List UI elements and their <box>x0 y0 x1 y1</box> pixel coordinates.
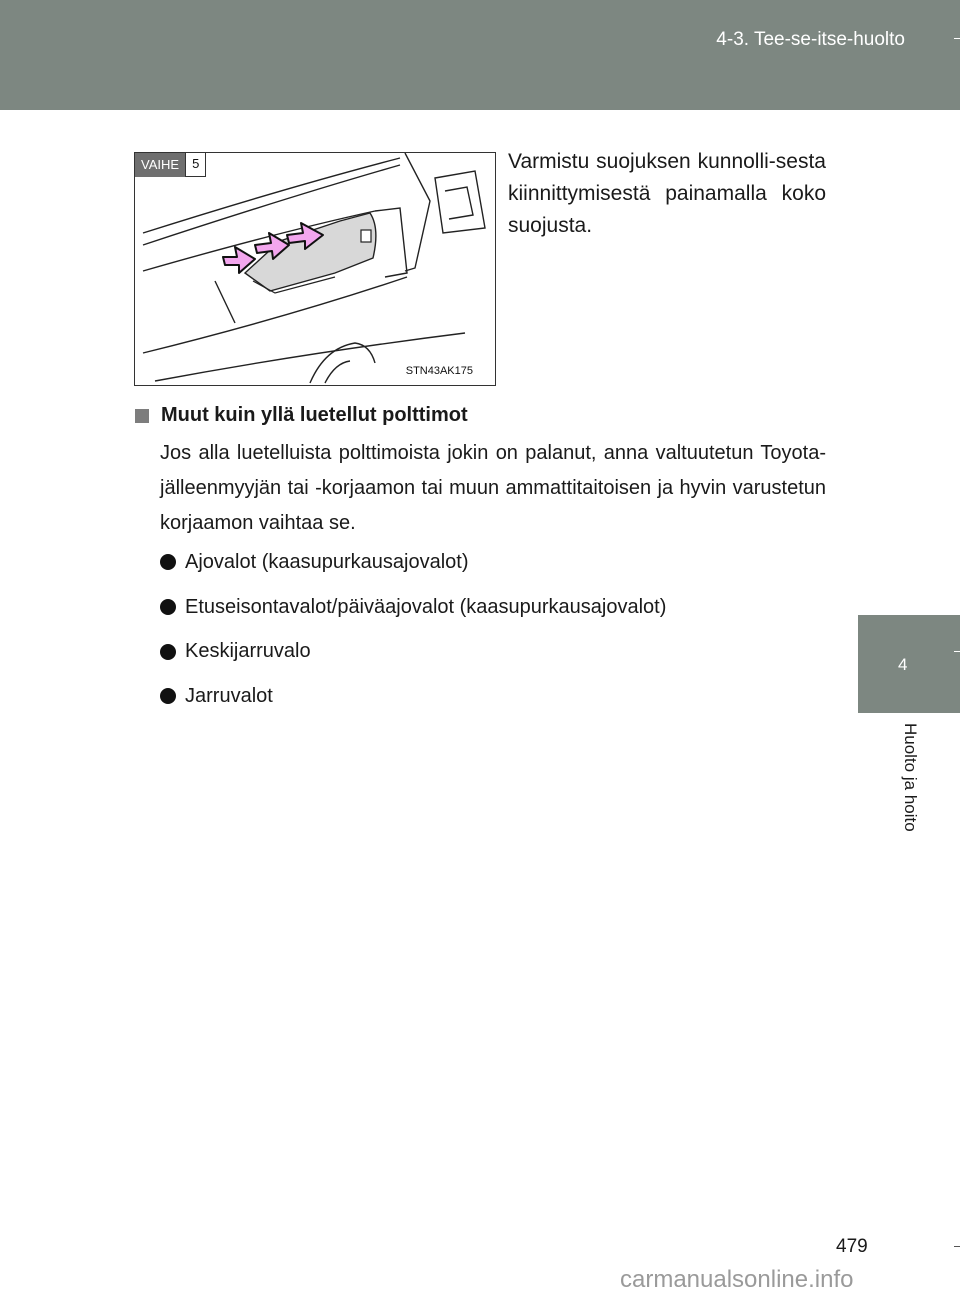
header-bar <box>0 0 960 110</box>
list-item <box>160 540 666 585</box>
step-instruction: Varmistu suojuksen kunnolli-sesta kiinnittymisestä painamalla koko suojusta. <box>508 150 826 237</box>
illustration-figure <box>134 152 496 386</box>
chapter-label: Huolto ja hoito <box>901 723 920 832</box>
section-title: 4-3. Tee-se-itse-huolto <box>716 29 905 50</box>
section-heading <box>135 404 468 427</box>
list-item-text: Etuseisontavalot/päiväajovalot (kaasupurkausajovalot) <box>185 595 667 618</box>
figure-code: STN43AK175 <box>405 365 473 377</box>
header-tick-mark <box>954 38 960 39</box>
square-bullet-icon <box>135 409 149 423</box>
bullet-dot-icon <box>160 554 176 570</box>
list-item-text: Jarruvalot <box>185 684 273 707</box>
cover-illustration <box>135 153 496 386</box>
bullet-dot-icon <box>160 644 176 660</box>
step-number: 5 <box>185 153 206 177</box>
watermark: carmanualsonline.info <box>620 1266 854 1293</box>
list-item <box>160 674 666 719</box>
section-heading-text: Muut kuin yllä luetellut polttimot <box>161 404 468 426</box>
bulb-list <box>160 540 666 719</box>
bullet-dot-icon <box>160 599 176 615</box>
side-tick-mark <box>954 651 960 652</box>
list-item-text: Ajovalot (kaasupurkausajovalot) <box>185 550 469 573</box>
step-badge <box>135 153 206 177</box>
list-item <box>160 585 666 630</box>
step-label: VAIHE <box>135 153 185 177</box>
page-number: 479 <box>836 1236 868 1257</box>
list-item-text: Keskijarruvalo <box>185 640 311 663</box>
list-item <box>160 629 666 674</box>
chapter-number: 4 <box>898 655 908 674</box>
bullet-dot-icon <box>160 688 176 704</box>
bottom-tick-mark <box>954 1246 960 1247</box>
chapter-tab <box>858 615 960 713</box>
section-paragraph: Jos alla luetelluista polttimoista jokin on palanut, anna valtuutetun Toyota-jälleenmyyjän tai -korjaamon tai muun ammattitaitoisen ja hyvin varustetun korjaamon vaihtaa se. <box>160 442 826 534</box>
